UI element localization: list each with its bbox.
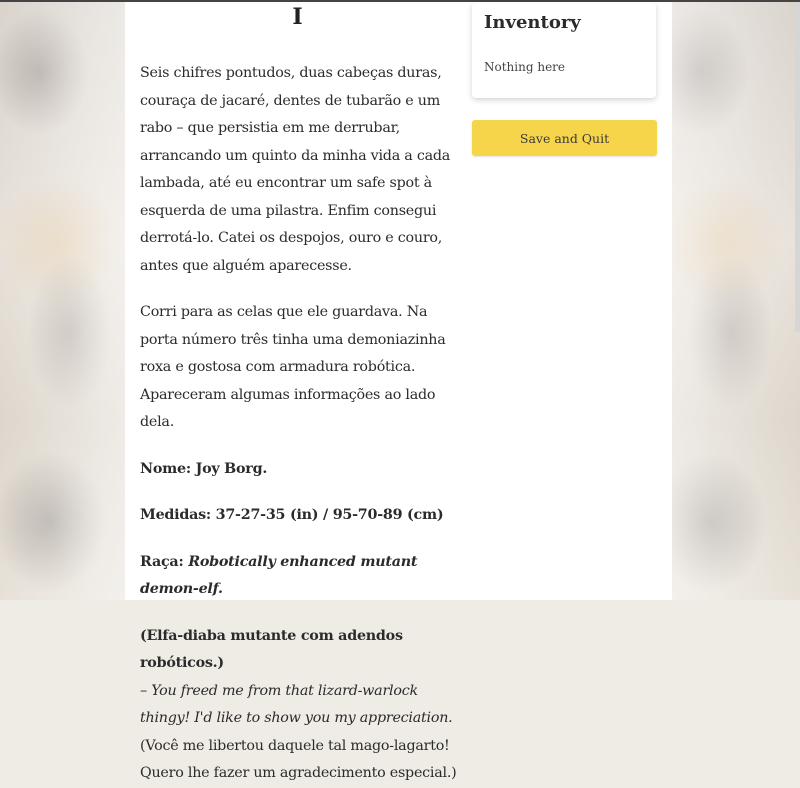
save-and-quit-button[interactable]: Save and Quit xyxy=(472,120,657,156)
character-dialogue xyxy=(140,623,462,788)
character-name: Nome: Joy Borg. xyxy=(140,460,268,477)
race-value: Robotically enhanced mutant demon-elf. xyxy=(140,553,418,597)
race-label: Raça: xyxy=(140,553,189,570)
race-translation: (Elfa-diaba mutante com adendos robóticos.) xyxy=(140,627,403,671)
inventory-empty-text: Nothing here xyxy=(484,60,566,74)
character-race xyxy=(140,549,462,604)
scrollbar[interactable] xyxy=(795,2,800,332)
story-paragraph: Seis chifres pontudos, duas cabeças duras, couraça de jacaré, dentes de tubarão e um rabo – que persistia em me derrubar, arrancando um quinto da minha vida a cada lambada, até eu encontrar um safe spot à esquerda de uma pilastra. Enfim consegui derrotá-lo. Catei os despojos, ouro e couro, antes que alguém aparecesse. xyxy=(140,65,451,274)
character-measurements: Medidas: 37-27-35 (in) / 95-70-89 (cm) xyxy=(140,507,444,523)
background-art-right xyxy=(660,2,800,600)
chapter-heading: I xyxy=(292,4,303,30)
quote-translation: (Você me libertou daquele tal mago-lagarto! Quero lhe fazer um agradecimento especial.) xyxy=(140,737,457,781)
background-art-left xyxy=(0,2,135,600)
story-text xyxy=(140,60,462,788)
story-paragraph: Corri para as celas que ele guardava. Na porta número três tinha uma demoniazinha roxa e gostosa com armadura robótica. Apareceram algumas informações ao lado dela. xyxy=(140,304,446,430)
inventory-panel xyxy=(472,2,656,98)
quote-dash: – xyxy=(140,682,152,699)
quote-english: You freed me from that lizard-warlock thingy! I'd like to show you my appreciation. xyxy=(140,682,453,726)
inventory-title: Inventory xyxy=(484,12,581,33)
